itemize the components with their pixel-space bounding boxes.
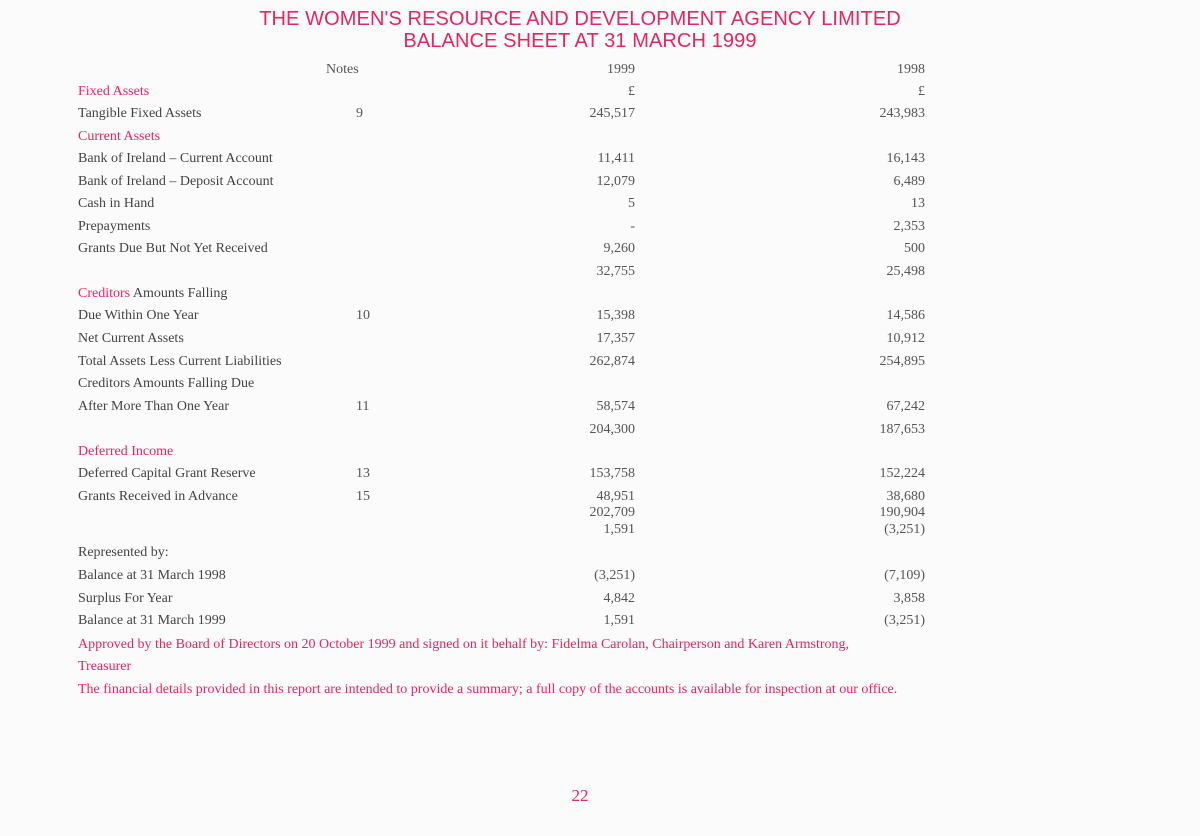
section-creditors [78,286,227,302]
value-1999: 5 [628,196,635,211]
row-label: Bank of Ireland – Current Account [78,151,273,166]
row-label: Grants Received in Advance [78,489,238,504]
row-note: 15 [356,489,370,504]
row-label: Balance at 31 March 1998 [78,568,226,583]
creditors-label-rest: Amounts Falling [130,286,228,301]
approval-statement: Approved by the Board of Directors on 20 October 1999 and signed on it behalf by: Fidelma Carolan, Chairperson and Karen Armstrong, Treasurer [78,637,849,674]
section-current-assets: Current Assets [78,129,161,144]
value-1998: 13 [911,196,925,211]
value-1999: 15,398 [596,308,635,323]
value-1998: 38,680 [886,489,925,504]
row-note: 10 [356,308,370,323]
row-note: 11 [356,399,370,414]
year-1998-column-header: 1998 [897,62,925,77]
row-label: Surplus For Year [78,591,173,606]
subtotal-1999: 32,755 [596,264,635,279]
row-label: Total Assets Less Current Liabilities [78,354,282,369]
value-1998: 14,586 [886,308,925,323]
document-title [0,8,1160,52]
value-1998: 3,858 [893,591,925,606]
value-1999: 58,574 [596,399,635,414]
row-label: Net Current Assets [78,331,184,346]
row-label: Cash in Hand [78,196,155,211]
row-note: 9 [356,106,363,121]
value-1999: 153,758 [589,466,635,481]
value-1999: 17,357 [596,331,635,346]
row-label: Creditors Amounts Falling Due [78,376,255,391]
value-1998: 6,489 [893,174,925,189]
value-1998: (3,251) [884,613,925,628]
row-label: After More Than One Year [78,399,229,414]
value-1998: 254,895 [879,354,925,369]
value-1998: 500 [904,241,925,256]
value-1999: 12,079 [596,174,635,189]
value-1999: - [630,219,635,234]
row-label: Tangible Fixed Assets [78,106,202,121]
value-1999: 1,591 [603,613,635,628]
value-1998: 16,143 [886,151,925,166]
subtotal-1998: 187,653 [879,422,925,437]
value-1999: 11,411 [597,151,635,166]
section-fixed-assets: Fixed Assets [78,84,150,99]
value-1998: (7,109) [884,568,925,583]
value-1998: 2,353 [893,219,925,234]
subtotal-1998: 25,498 [886,264,925,279]
section-deferred-income: Deferred Income [78,444,174,459]
total-1999: 1,591 [603,522,635,537]
creditors-label: Creditors [78,286,131,301]
title-line-1: THE WOMEN'S RESOURCE AND DEVELOPMENT AGENCY LIMITED [259,8,901,30]
subtotal-1999: 204,300 [589,422,635,437]
row-label: Due Within One Year [78,308,199,323]
total-1998: (3,251) [884,522,925,537]
notes-column-header: Notes [326,62,359,77]
value-1999: (3,251) [594,568,635,583]
row-label: Deferred Capital Grant Reserve [78,466,256,481]
value-1999: 9,260 [603,241,635,256]
value-1999: 262,874 [589,354,635,369]
row-note: 13 [356,466,370,481]
value-1998: 243,983 [879,106,925,121]
value-1998: 152,224 [879,466,925,481]
title-line-2: BALANCE SHEET AT 31 MARCH 1999 [403,30,757,52]
summary-note: The financial details provided in this report are intended to provide a summary; a full copy of the accounts is available for inspection at our office. [78,682,898,697]
currency-1999: £ [628,84,635,99]
row-label: Bank of Ireland – Deposit Account [78,174,274,189]
row-label: Balance at 31 March 1999 [78,613,226,628]
page-number: 22 [571,786,589,805]
year-1999-column-header: 1999 [607,62,635,77]
represented-by-label: Represented by: [78,545,169,560]
currency-1998: £ [918,84,925,99]
value-1999: 48,951 [596,489,635,504]
value-1999: 4,842 [603,591,635,606]
row-label: Prepayments [78,219,151,234]
value-1998: 67,242 [886,399,925,414]
subtotal-1999: 202,709 [589,505,635,520]
value-1999: 245,517 [589,106,635,121]
value-1998: 10,912 [886,331,925,346]
row-label: Grants Due But Not Yet Received [78,241,268,256]
subtotal-1998: 190,904 [879,505,925,520]
